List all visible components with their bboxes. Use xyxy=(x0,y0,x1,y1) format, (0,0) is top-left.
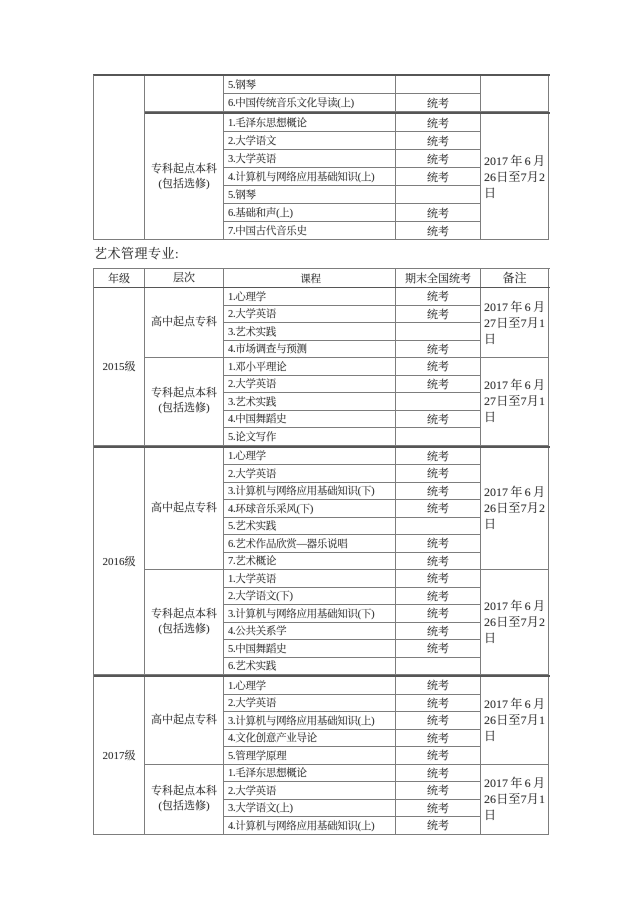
course-row xyxy=(224,204,481,222)
exam-cell: 统考 xyxy=(396,800,481,818)
course-row xyxy=(224,76,481,94)
groups-column xyxy=(145,677,550,835)
groups-column xyxy=(145,448,550,676)
grade-block-2017 xyxy=(94,675,550,835)
exam-cell: 统考 xyxy=(396,222,481,240)
course-row xyxy=(224,730,481,748)
course-row xyxy=(224,186,481,204)
course-cell: 4.环球音乐采风(下) xyxy=(224,500,396,518)
exam-cell: 统考 xyxy=(396,677,481,695)
course-cell: 3.大学语文(上) xyxy=(224,800,396,818)
course-cell: 6.基础和声(上) xyxy=(224,204,396,222)
exam-cell: 统考 xyxy=(396,358,481,376)
course-cell: 2.大学英语 xyxy=(224,465,396,483)
exam-cell: 统考 xyxy=(396,605,481,623)
col-header-course: 课程 xyxy=(224,269,396,287)
course-row xyxy=(224,782,481,800)
level-cell: 专科起点本科(包括选修) xyxy=(145,358,224,446)
course-row xyxy=(224,712,481,730)
course-cell: 1.邓小平理论 xyxy=(224,358,396,376)
carryover-block xyxy=(94,76,550,240)
remark-cell: 2017年6月26日至7月2日 xyxy=(481,448,549,571)
course-cell: 5.论文写作 xyxy=(224,428,396,446)
remark-cell: 2017年6月27日至7月1日 xyxy=(481,358,549,446)
grade-cell: 2015级 xyxy=(94,288,145,446)
course-row xyxy=(224,747,481,765)
course-row xyxy=(224,817,481,835)
course-row xyxy=(224,465,481,483)
level-group xyxy=(145,765,550,835)
exam-cell: 统考 xyxy=(396,288,481,306)
course-cell: 5.钢琴 xyxy=(224,186,396,204)
course-cell: 3.艺术实践 xyxy=(224,323,396,341)
exam-cell: 统考 xyxy=(396,204,481,222)
exam-cell: 统考 xyxy=(396,570,481,588)
course-cell: 6.艺术作品欣赏—器乐说唱 xyxy=(224,535,396,553)
course-row xyxy=(224,393,481,411)
course-row xyxy=(224,640,481,658)
level-group xyxy=(145,570,550,675)
course-row xyxy=(224,114,481,132)
remark-cell: 2017年6月26日至7月1日 xyxy=(481,765,549,835)
exam-cell xyxy=(396,518,481,536)
level-group xyxy=(145,358,550,446)
course-row xyxy=(224,448,481,466)
groups-column xyxy=(145,288,550,446)
carryover-course-table xyxy=(93,74,550,240)
course-cell: 7.艺术概论 xyxy=(224,553,396,571)
course-row xyxy=(224,288,481,306)
course-row xyxy=(224,535,481,553)
art-management-course-table xyxy=(93,268,550,835)
course-cell: 5.管理学原理 xyxy=(224,747,396,765)
course-cell: 3.大学英语 xyxy=(224,150,396,168)
course-cell: 3.计算机与网络应用基础知识(下) xyxy=(224,605,396,623)
exam-cell: 统考 xyxy=(396,411,481,429)
exam-cell xyxy=(396,658,481,676)
course-row xyxy=(224,677,481,695)
level-group xyxy=(145,288,550,358)
courses-column xyxy=(224,448,481,571)
course-cell: 2.大学英语 xyxy=(224,695,396,713)
grade-block-2016 xyxy=(94,446,550,676)
level-cell: 专科起点本科(包括选修) xyxy=(145,570,224,675)
course-row xyxy=(224,658,481,676)
course-row xyxy=(224,132,481,150)
level-group xyxy=(145,677,550,765)
course-cell: 2.大学英语 xyxy=(224,782,396,800)
exam-cell: 统考 xyxy=(396,765,481,783)
course-cell: 4.计算机与网络应用基础知识(上) xyxy=(224,817,396,835)
course-cell: 4.文化创意产业导论 xyxy=(224,730,396,748)
course-cell: 3.计算机与网络应用基础知识(下) xyxy=(224,483,396,501)
course-cell: 4.计算机与网络应用基础知识(上) xyxy=(224,168,396,186)
exam-cell: 统考 xyxy=(396,465,481,483)
section-heading-art-management: 艺术管理专业: xyxy=(94,246,180,261)
exam-cell: 统考 xyxy=(396,168,481,186)
col-header-grade: 年级 xyxy=(94,269,145,287)
remark-cell: 2017年6月26日至7月2日 xyxy=(481,570,549,675)
course-row xyxy=(224,588,481,606)
exam-cell: 统考 xyxy=(396,483,481,501)
course-row xyxy=(224,765,481,783)
course-cell: 1.大学英语 xyxy=(224,570,396,588)
courses-column xyxy=(224,114,481,240)
course-row xyxy=(224,376,481,394)
course-cell: 6.艺术实践 xyxy=(224,658,396,676)
remark-cell-empty xyxy=(481,76,549,112)
level-cell-empty xyxy=(145,76,224,112)
exam-cell xyxy=(396,323,481,341)
grade-block-2015 xyxy=(94,288,550,446)
exam-cell: 统考 xyxy=(396,500,481,518)
exam-cell: 统考 xyxy=(396,623,481,641)
remark-cell: 2017年6月27日至7月1日 xyxy=(481,288,549,358)
exam-cell: 统考 xyxy=(396,535,481,553)
level-cell: 高中起点专科 xyxy=(145,288,224,358)
level-cell: 高中起点专科 xyxy=(145,677,224,765)
course-row xyxy=(224,150,481,168)
courses-column xyxy=(224,677,481,765)
course-cell: 3.计算机与网络应用基础知识(上) xyxy=(224,712,396,730)
col-header-level: 层次 xyxy=(145,269,224,287)
course-cell: 4.公共关系学 xyxy=(224,623,396,641)
exam-cell: 统考 xyxy=(396,712,481,730)
course-cell: 6.中国传统音乐文化导读(上) xyxy=(224,94,396,112)
course-cell: 1.毛泽东思想概论 xyxy=(224,114,396,132)
exam-cell: 统考 xyxy=(396,782,481,800)
course-cell: 7.中国古代音乐史 xyxy=(224,222,396,240)
course-row xyxy=(224,411,481,429)
level-cell: 专科起点本科(包括选修) xyxy=(145,114,224,240)
courses-column xyxy=(224,288,481,358)
exam-cell: 统考 xyxy=(396,640,481,658)
course-row xyxy=(224,518,481,536)
exam-cell: 统考 xyxy=(396,132,481,150)
grade-cell: 2017级 xyxy=(94,677,145,835)
level-cell: 专科起点本科(包括选修) xyxy=(145,765,224,835)
course-row xyxy=(224,605,481,623)
course-row xyxy=(224,695,481,713)
exam-cell xyxy=(396,186,481,204)
course-row xyxy=(224,500,481,518)
course-cell: 2.大学语文(下) xyxy=(224,588,396,606)
exam-cell xyxy=(396,393,481,411)
course-row xyxy=(224,222,481,240)
course-cell: 1.心理学 xyxy=(224,677,396,695)
groups-column xyxy=(145,76,550,240)
exam-cell: 统考 xyxy=(396,376,481,394)
course-cell: 4.市场调查与预测 xyxy=(224,341,396,359)
exam-cell: 统考 xyxy=(396,553,481,571)
remark-cell: 2017年6月26日至7月1日 xyxy=(481,677,549,765)
exam-cell: 统考 xyxy=(396,695,481,713)
exam-cell: 统考 xyxy=(396,730,481,748)
exam-cell xyxy=(396,428,481,446)
course-row xyxy=(224,623,481,641)
exam-cell: 统考 xyxy=(396,588,481,606)
remark-cell: 2017年6月26日至7月2日 xyxy=(481,114,549,240)
course-row xyxy=(224,168,481,186)
course-row xyxy=(224,358,481,376)
course-cell: 3.艺术实践 xyxy=(224,393,396,411)
course-row xyxy=(224,341,481,359)
course-cell: 2.大学语文 xyxy=(224,132,396,150)
grade-cell: 2016级 xyxy=(94,448,145,676)
course-row xyxy=(224,483,481,501)
course-cell: 5.钢琴 xyxy=(224,76,396,94)
col-header-remark: 备注 xyxy=(481,269,549,287)
grade-cell-empty xyxy=(94,76,145,240)
exam-cell: 统考 xyxy=(396,94,481,112)
exam-cell: 统考 xyxy=(396,448,481,466)
level-group xyxy=(145,448,550,571)
course-cell: 1.心理学 xyxy=(224,448,396,466)
course-cell: 4.中国舞蹈史 xyxy=(224,411,396,429)
courses-column xyxy=(224,765,481,835)
exam-cell xyxy=(396,76,481,94)
exam-cell: 统考 xyxy=(396,306,481,324)
course-cell: 2.大学英语 xyxy=(224,306,396,324)
courses-column xyxy=(224,570,481,675)
course-row xyxy=(224,428,481,446)
courses-column xyxy=(224,358,481,446)
level-group xyxy=(145,76,550,112)
course-row xyxy=(224,94,481,112)
course-row xyxy=(224,570,481,588)
course-cell: 2.大学英语 xyxy=(224,376,396,394)
course-cell: 1.心理学 xyxy=(224,288,396,306)
exam-cell: 统考 xyxy=(396,747,481,765)
course-row xyxy=(224,553,481,571)
course-cell: 5.艺术实践 xyxy=(224,518,396,536)
course-row xyxy=(224,306,481,324)
course-row xyxy=(224,800,481,818)
exam-cell: 统考 xyxy=(396,150,481,168)
level-group xyxy=(145,112,550,240)
level-cell: 高中起点专科 xyxy=(145,448,224,571)
course-cell: 1.毛泽东思想概论 xyxy=(224,765,396,783)
col-header-exam: 期末全国统考 xyxy=(396,269,481,287)
course-cell: 5.中国舞蹈史 xyxy=(224,640,396,658)
exam-cell: 统考 xyxy=(396,114,481,132)
exam-cell: 统考 xyxy=(396,817,481,835)
exam-cell: 统考 xyxy=(396,341,481,359)
course-row xyxy=(224,323,481,341)
courses-column xyxy=(224,76,481,112)
table-header-row xyxy=(94,269,550,288)
